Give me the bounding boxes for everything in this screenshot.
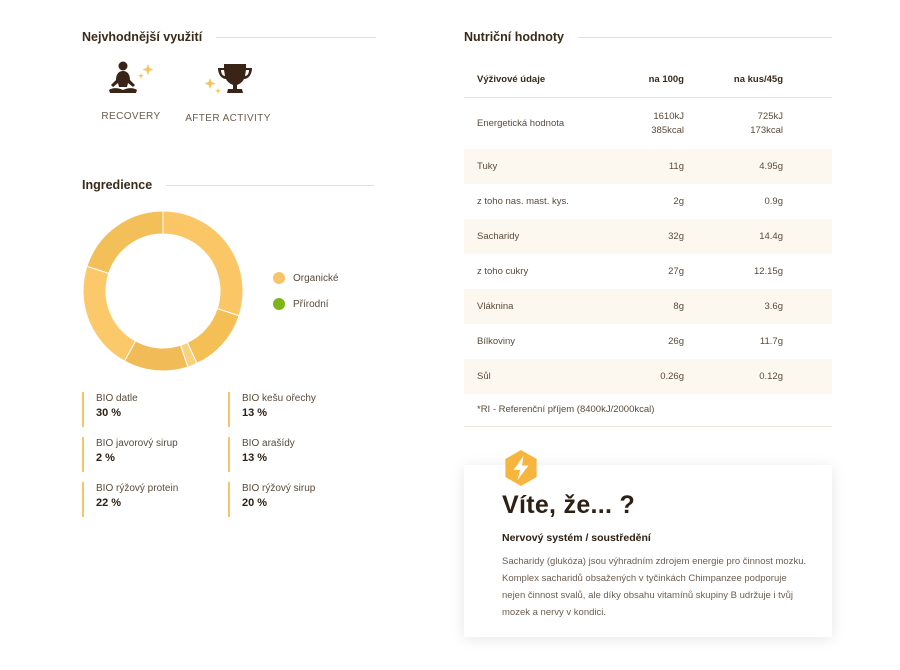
table-row xyxy=(464,324,832,359)
row-label: Vláknina xyxy=(477,301,514,312)
ingredient-percent: 20 % xyxy=(242,497,268,509)
value-kj: 725kJ xyxy=(757,110,783,122)
chart-legend xyxy=(273,265,339,317)
value-per-100g: 26g xyxy=(668,336,684,347)
card-text: Sacharidy (glukóza) jsou výhradním zdrojem energie pro činnost mozku. Komplex sacharidů obsažených v tyčinkách Chimpanzee podporuje nejen činnost svalů, ale díky obsahu vitamínů skupiny B udržuje i tvůj mozek a nervy v kondici. xyxy=(502,556,807,618)
nutrition-section-title xyxy=(464,30,832,44)
row-label: Sůl xyxy=(477,371,491,382)
table-row xyxy=(464,184,832,219)
legend-label: Přírodní xyxy=(293,298,329,310)
value-kcal: 385kcal xyxy=(651,124,684,136)
value-per-piece: 11.7g xyxy=(759,336,783,347)
nutrition-title: Nutriční hodnoty xyxy=(464,30,564,44)
ingredient-name: BIO rýžový protein xyxy=(96,483,179,494)
ingredient-percent: 2 % xyxy=(96,452,115,464)
donut-slice-2[interactable] xyxy=(187,309,239,364)
ingredients-donut-chart xyxy=(82,210,244,372)
lightning-icon xyxy=(501,448,541,488)
row-label: Bílkoviny xyxy=(477,336,516,347)
legend-swatch xyxy=(273,298,285,310)
value-per-piece: 4.95g xyxy=(759,161,783,172)
energy-per-piece xyxy=(684,110,783,138)
table-row xyxy=(464,254,832,289)
row-label: Tuky xyxy=(477,161,498,172)
table-row xyxy=(464,219,832,254)
value-per-100g: 32g xyxy=(668,231,684,242)
legend-item-organic[interactable] xyxy=(273,265,339,291)
row-label: Sacharidy xyxy=(477,231,520,242)
ingredients-section-title xyxy=(82,178,374,192)
value-per-piece: 0.12g xyxy=(759,371,783,382)
column-header: na 100g xyxy=(648,74,684,85)
meditation-icon xyxy=(105,60,157,98)
value-per-piece: 14.4g xyxy=(759,231,783,242)
value-per-100g: 11g xyxy=(668,161,684,172)
donut-slice-6[interactable] xyxy=(87,211,163,273)
card-subtitle: Nervový systém / soustředění xyxy=(502,532,651,544)
row-label: z toho cukry xyxy=(477,266,529,277)
ingredient-percent: 22 % xyxy=(96,497,122,509)
table-row xyxy=(464,149,832,184)
donut-slice-1[interactable] xyxy=(163,211,243,316)
ingredient-name: BIO datle xyxy=(96,393,138,404)
value-per-100g: 27g xyxy=(668,266,684,277)
value-per-100g: 8g xyxy=(673,301,684,312)
trophy-icon xyxy=(200,60,256,100)
value-per-piece: 0.9g xyxy=(764,196,783,207)
ingredient-name: BIO javorový sirup xyxy=(96,438,178,449)
donut-slice-5[interactable] xyxy=(83,266,136,361)
value-per-piece: 12.15g xyxy=(753,266,783,277)
ingredient-item xyxy=(228,392,368,427)
table-row xyxy=(464,289,832,324)
ingredient-percent: 13 % xyxy=(242,452,268,464)
table-row-energy xyxy=(464,98,832,149)
legend-swatch xyxy=(273,272,285,284)
divider xyxy=(578,37,832,38)
energy-per-100g xyxy=(614,110,684,138)
usage-section-title xyxy=(82,30,376,44)
ingredient-percent: 30 % xyxy=(96,407,122,419)
usage-title: Nejvhodnější využití xyxy=(82,30,203,44)
table-row xyxy=(464,359,832,394)
value-kcal: 173kcal xyxy=(750,124,783,136)
column-header: na kus/45g xyxy=(733,74,783,85)
ingredient-item xyxy=(228,437,368,472)
ingredient-item xyxy=(228,482,368,517)
value-per-100g: 0.26g xyxy=(660,371,684,382)
reference-intake-note: *RI - Referenční příjem (8400kJ/2000kcal) xyxy=(477,404,655,415)
divider xyxy=(166,185,374,186)
ingredients-title: Ingredience xyxy=(82,178,153,192)
donut-slice-4[interactable] xyxy=(124,341,187,371)
ingredient-item xyxy=(82,437,222,472)
row-label: Energetická hodnota xyxy=(477,117,565,129)
value-kj: 1610kJ xyxy=(653,110,684,122)
ingredient-percent: 13 % xyxy=(242,407,268,419)
table-header-row xyxy=(464,62,832,98)
divider xyxy=(216,37,376,38)
ingredient-item xyxy=(82,392,222,427)
legend-item-natural[interactable] xyxy=(273,291,339,317)
divider xyxy=(464,426,832,427)
usage-label-after-activity: AFTER ACTIVITY xyxy=(185,113,271,124)
nutrition-table xyxy=(464,62,832,394)
usage-item-recovery xyxy=(100,60,162,122)
legend-label: Organické xyxy=(293,272,339,284)
usage-label-recovery: RECOVERY xyxy=(101,111,161,122)
column-header: Výživové údaje xyxy=(477,74,546,85)
card-title: Víte, že... ? xyxy=(502,491,636,519)
value-per-100g: 2g xyxy=(673,196,684,207)
row-label: z toho nas. mast. kys. xyxy=(477,196,569,207)
usage-item-after-activity xyxy=(185,60,271,124)
value-per-piece: 3.6g xyxy=(764,301,783,312)
ingredient-name: BIO arašídy xyxy=(242,438,295,449)
ingredient-name: BIO kešu ořechy xyxy=(242,393,316,404)
ingredient-name: BIO rýžový sirup xyxy=(242,483,316,494)
ingredient-item xyxy=(82,482,222,517)
